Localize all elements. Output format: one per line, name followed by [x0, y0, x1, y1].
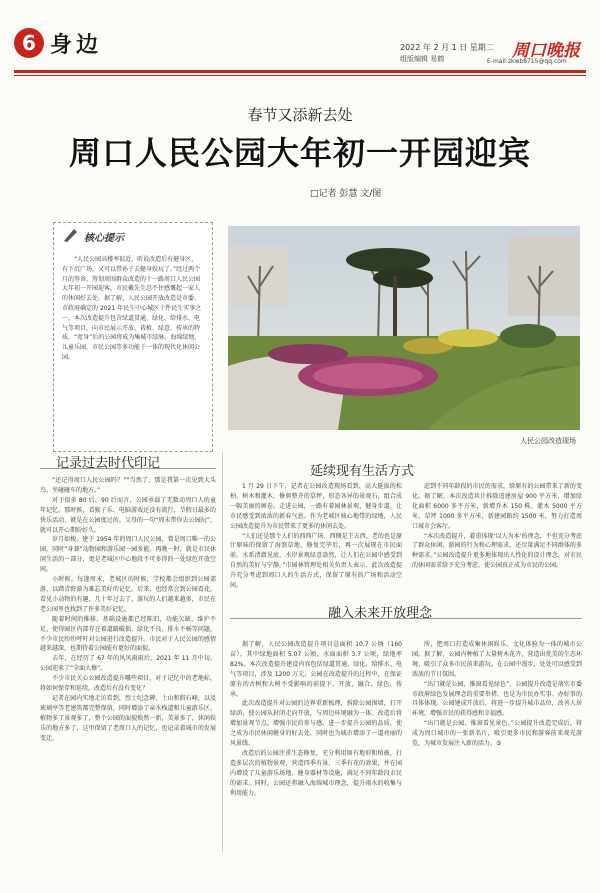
page-header — [0, 0, 600, 65]
pen-icon — [62, 227, 80, 243]
park-scene-image — [228, 226, 580, 430]
paragraph: 小时候，每逢周末，老城区的时候，学校都会组织到公园郊游，以踏青野游为难忘美好的记忆。后来，也经常会到公园看花，看见小动物的有趣，几十年过去了，游玩的人们越来越多，市民在老公园里也找到了许多美好记忆。 — [40, 576, 216, 613]
issue-date: 2022 年 2 月 1 日 星期二 — [400, 43, 494, 52]
paragraph: 所，把周口打造成集休闲娱乐、文化体验为一体的城市公园。据了解，公园内种植了大量树木花卉，营造出优美的生态环境，吸引了众多市民前来游玩。在公园中漫步，处处可以感受到浓浓的节日氛围。 — [412, 641, 582, 678]
column-2 — [230, 482, 402, 592]
paragraph: 记者在园内实地走访看到，烈士纪念碑、土山和假石峰，以及琉璃亭等老建筑都完整保留，同时增添了亲水栈道和儿童游乐区，植物多了景观多了，整个公园的面貌焕然一新，美景多了，休闲娱乐的地方多了，这里保留了老周口人的记忆，也记录着城市的发展变迁。 — [40, 694, 216, 742]
key-points-box — [53, 222, 213, 452]
newspaper-logo: 周口晚报 — [512, 41, 580, 61]
article-subtitle: 春节又添新去处 — [247, 106, 353, 124]
park-photo — [228, 226, 580, 430]
paragraph: 虑到不同年龄段的市民的需求，给原有的公园带来了新的变化。据了解，本次改造共计拆除违建房屋 900 平方米，增加绿化面积 6000 多平方米，新增乔木 150 株、灌木 5000 平方米，草坪 1000 多平方米，新建园路约 1500 米，努力打造周口城市会客厅。 — [412, 483, 582, 530]
layout-editor: 组版编辑 易鹤 — [400, 55, 445, 63]
header-rule — [14, 70, 586, 73]
paragraph: 去年，在经历了 67 年的风风雨雨后，2021 年 11 月中旬，公园迎来了“全面大修”。 — [40, 655, 216, 673]
section-heading-present: 延续现有生活方式 — [310, 464, 415, 479]
header-rule-thin — [14, 75, 586, 76]
paragraph: 对于很多 80 后、90 后而言，公园承载了无数动周口人的童年记忆。那时候，看猴子乐、电脑游戏还没有流行，节假日最多的快乐活动，就是在公园度过的。父母的一句“周末带你去公园玩”，就可以开心期盼好久。 — [40, 496, 216, 534]
paragraph: 随着时间的推移，基础设施都已经陈旧，功能欠缺，维护不足，使得园区内部存在着道路破损、绿化不良、排水不畅等问题，不少市民纷纷呼吁对公园进行改造提升。市民对于人民公园的感情越来越深，也期待着公园能有更好的面貌。 — [40, 615, 216, 653]
paragraph: 此次改造提升对公园的边界重新梳理，拆除公园围墙，打开绿荫，使公园从封闭走向开放，与周边环境融为一体。改造后将增加景观节点，增强市民的参与感，进一步提升公园的品质，使之成为市民休闲健身的好去处，同时也为城市增添了一道亮丽的风景线。 — [230, 700, 402, 748]
paragraph: “出门就是公园，推窗看见绿色”，公园提升改造是落实市委市政府绿色发展理念的重要举措，也是为市民办实事、办好事的具体体现。公园建成开放后，将进一步提升城市品位，改善人居环境，增强市民的获得感和幸福感。 — [412, 680, 582, 718]
key-points-text: “人民公园高楼率很近，听说改造后有健身区，有下沉广场，又可以带孙子去健身娱玩了。”经过两个月的筹备，筹划周围群众改造的十一路周口人民公园大年初一开园迎客，市民戴先生忍不住感慨起一家人的休闲好去处。据了解，人民公园开放改造是市委、市政府确定的 2021 年民生中心城区十件民生实事之一，本次改造提升包含绿道贯通、绿化、给排水、电气等项目，向市民展示开放、栽植、绿意、传承的特质，“宽身”后的公园将成为集城市绿脉、海绵绿地、儿童乐园、市民公园等多功能于一体的现代化休闲公园。 — [62, 256, 202, 361]
key-points-heading: 核心提示 — [84, 233, 124, 244]
page-number-badge: 6 — [14, 28, 44, 58]
paragraph: 1 月 29 日下午，记者在公园改造现场看到，高大挺拔的松柏、树木和灌木，修剪整齐的草坪，形态各异的景观石，组合成一幅美丽的画卷。走进公园，一路有着园林景观、健身步道，让市民感受到浓浓的新春气息。作为老城区核心地带的绿地，人民公园改造提升为市民带来了更多的休闲去处。 — [230, 483, 402, 530]
article-title: 周口人民公园大年初一开园迎宾 — [68, 134, 531, 172]
paragraph: “本次改造提升，着重体现‘以人为本’的理念，不但充分考虑了群众休闲、游园的行为和心理需求，还尽量满足不同群体的多种需求。”公园改造提升更多地体现出人性化的设计理念，对市民的休闲需求给予充分考虑，使公园真正成为市民的公园。 — [412, 532, 582, 570]
paragraph: 据了解，人民公园改造提升项目总面积 10.7 公顷（160 亩），其中绿地面积 5.07 公顷，水面面积 3.7 公顷，绿地率 82%。本次改造提升建设内容包括绿道贯通、绿化、给排水、电气等项目，涉及 1200 万元。公园在改造提升的过程中，在保证原有的古树和大树不受影响的前提下，开放、融合、绿色、传承。 — [230, 641, 402, 698]
paragraph: 岁月如梭。建于 1954 年的周口人民公园，曾是周口唯一的公园，同时“身兼”动物园和游乐园一园多能。再晚一时，就是市民休闲生活的一部分，更是老城区中心地段不可多得的一处绿色开放空间。 — [40, 536, 216, 574]
section-heading-future: 融入未来开放理念 — [328, 606, 433, 621]
paragraph: “还记得周口人民公园吗？”“当然了，那是我第一次见到大头鸟、坐碰碰车的地方。” — [40, 477, 216, 494]
paragraph: “人们还是那个人们的西西广场、西侧是王五西，老的也是原汁原味的保留了海浪草地，修复完毕后，再一次展现在市民面前。水系清澈见底，水岸景观绿意盎然，让人们在公园中感受到自然的美好与宁静。”市园林管理处相关负责人表示，此次改造提升充分考虑到周口人的生活方式，保留了原有的广场和活动空间。 — [230, 532, 402, 590]
section-name: 身边 — [50, 32, 103, 58]
column-4 — [230, 640, 402, 840]
article-byline: □记者 彭慧 文/图 — [310, 189, 382, 199]
paragraph: 不少市民关心公园改造提升哪些项目，对于记忆中的老地标，将如何保存和延续，改造后有没有变化？ — [40, 675, 216, 693]
column-1 — [40, 476, 216, 844]
paragraph: 改造后的公园注重生态修复，充分利用原有地形和植被，打造多层次的植物景观，营造四季有景、三季有花的效果，并在园内增设了儿童游乐场地、健身器材等设施，满足不同年龄段市民的需求。同时，公园还将融入海绵城市理念，提升雨水的收集与利用能力。 — [230, 749, 402, 797]
column-3 — [412, 482, 582, 592]
section-heading-past: 记录过去时代印记 — [56, 456, 161, 471]
contact-email: E-mail:zkwb8715@qq.com — [487, 58, 567, 65]
column-divider — [222, 452, 223, 852]
paragraph: “出门就是公园，推窗看见景色。”公园提升改造完成后，将成为周口城市的一张新名片，吸引更多市民和游客前来观光游览，为城市发展注入新的活力。⑤ — [412, 720, 582, 748]
photo-caption: 人民公园改造现场 — [520, 437, 576, 445]
column-5 — [412, 640, 582, 840]
